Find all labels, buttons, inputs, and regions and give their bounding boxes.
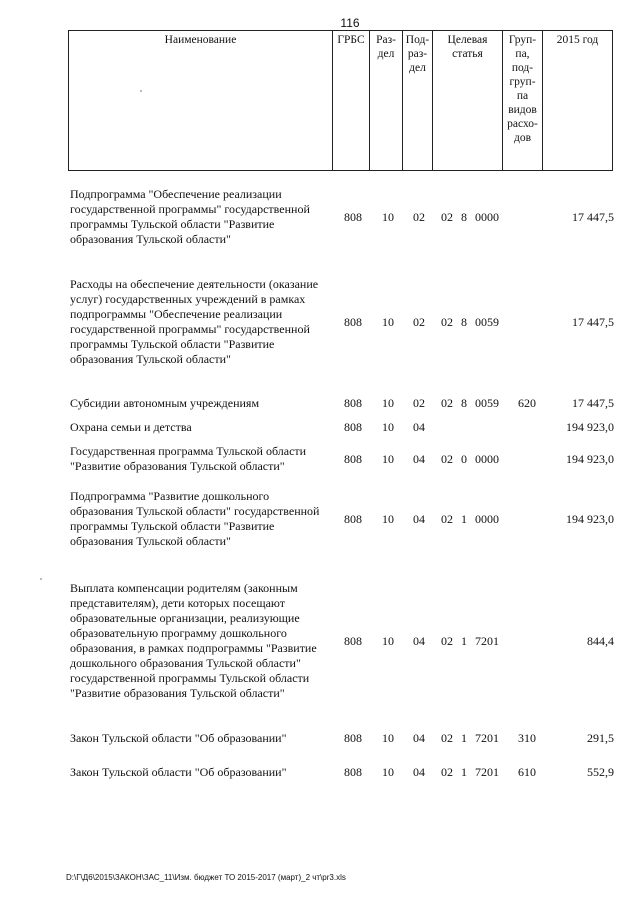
page-number: 116 xyxy=(340,16,360,30)
row-celevaya xyxy=(434,512,506,527)
row-group: 610 xyxy=(518,764,536,779)
header-gruppa: Груп- па, под- груп- па видов расхо- дов xyxy=(503,31,543,171)
row-grbs: 808 xyxy=(344,451,362,466)
row-amount: 194 923,0 xyxy=(566,419,614,434)
row-cs-part: 02 xyxy=(441,451,453,466)
row-cs-part: 02 xyxy=(441,395,453,410)
row-amount: 194 923,0 xyxy=(566,451,614,466)
row-name: Закон Тульской области "Об образовании" xyxy=(70,764,287,779)
table-row xyxy=(68,416,616,438)
row-grbs: 808 xyxy=(344,314,362,329)
row-cs-part: 1 xyxy=(461,730,467,745)
row-podrazdel: 04 xyxy=(413,633,425,648)
row-cs-part: 1 xyxy=(461,633,467,648)
table-row xyxy=(68,186,616,248)
row-cs-part: 8 xyxy=(461,209,467,224)
row-name: Расходы на обеспечение деятельности (оказание услуг) государственных учреждений в рамках подпрограммы "Обеспечение реализации государственной программы" государственной программы Тульской области "Развитие образования Тульской области" xyxy=(70,277,319,366)
row-amount: 552,9 xyxy=(587,764,614,779)
row-celevaya xyxy=(434,210,506,225)
row-grbs: 808 xyxy=(344,633,362,648)
row-amount: 194 923,0 xyxy=(566,511,614,526)
row-podrazdel: 02 xyxy=(413,209,425,224)
row-name: Охрана семьи и детства xyxy=(70,419,192,434)
row-name: Подпрограмма "Обеспечение реализации государственной программы" государственной программы Тульской области "Развитие образования Тульской области" xyxy=(70,187,310,246)
row-grbs: 808 xyxy=(344,209,362,224)
row-cs-part: 7201 xyxy=(475,764,499,779)
row-group: 310 xyxy=(518,730,536,745)
row-razdel: 10 xyxy=(382,511,394,526)
row-cs-part: 1 xyxy=(461,511,467,526)
row-grbs: 808 xyxy=(344,764,362,779)
row-celevaya xyxy=(434,731,506,746)
row-cs-part: 02 xyxy=(441,730,453,745)
row-amount: 17 447,5 xyxy=(572,314,614,329)
row-cs-part: 02 xyxy=(441,764,453,779)
table-row xyxy=(68,728,616,748)
row-razdel: 10 xyxy=(382,314,394,329)
header-grbs: ГРБС xyxy=(333,31,370,171)
row-celevaya xyxy=(434,452,506,467)
row-cs-part: 0 xyxy=(461,451,467,466)
table-header xyxy=(68,30,613,171)
row-name: Выплата компенсации родителям (законным представителям), дети которых посещают образовательные организации, реализующие образовательную программу дошкольного образования, в рамках подпрограммы "Развитие дошкольного образования Тульской области" государственной программы Тульской области "Развитие образования Тульской области" xyxy=(70,581,317,700)
row-cs-part: 02 xyxy=(441,314,453,329)
row-name: Государственная программа Тульской области "Развитие образования Тульской области" xyxy=(70,444,307,473)
row-amount: 844,4 xyxy=(587,633,614,648)
row-celevaya xyxy=(434,765,506,780)
row-cs-part: 0059 xyxy=(475,395,499,410)
header-name: Наименование xyxy=(69,31,333,171)
row-group: 620 xyxy=(518,395,536,410)
row-podrazdel: 04 xyxy=(413,451,425,466)
header-razdel: Раз- дел xyxy=(370,31,403,171)
row-name: Подпрограмма "Развитие дошкольного образования Тульской области" государственной программы Тульской области "Развитие образования Тульской области" xyxy=(70,489,320,548)
row-cs-part: 7201 xyxy=(475,633,499,648)
row-cs-part: 0000 xyxy=(475,451,499,466)
scan-speck xyxy=(40,578,42,580)
table-row xyxy=(68,762,616,782)
row-cs-part: 0000 xyxy=(475,511,499,526)
row-razdel: 10 xyxy=(382,633,394,648)
row-name: Закон Тульской области "Об образовании" xyxy=(70,730,287,745)
row-grbs: 808 xyxy=(344,730,362,745)
file-path-footer: D:\Г\Д6\2015\ЗАКОН\ЗАС_11\Изм. бюджет ТО 2015-2017 (март)_2 чт\pr3.xls xyxy=(66,873,346,882)
row-podrazdel: 04 xyxy=(413,730,425,745)
header-celevaya: Целевая статья xyxy=(433,31,503,171)
row-cs-part: 02 xyxy=(441,209,453,224)
row-cs-part: 8 xyxy=(461,395,467,410)
table-body xyxy=(68,186,616,782)
table-row xyxy=(68,442,616,476)
scan-speck xyxy=(140,90,142,92)
row-razdel: 10 xyxy=(382,451,394,466)
row-amount: 17 447,5 xyxy=(572,395,614,410)
row-razdel: 10 xyxy=(382,730,394,745)
row-cs-part: 0059 xyxy=(475,314,499,329)
row-cs-part: 02 xyxy=(441,633,453,648)
row-amount: 291,5 xyxy=(587,730,614,745)
row-cs-part: 7201 xyxy=(475,730,499,745)
row-razdel: 10 xyxy=(382,419,394,434)
row-razdel: 10 xyxy=(382,764,394,779)
table-row xyxy=(68,488,616,550)
row-celevaya xyxy=(434,634,506,649)
row-cs-part: 0000 xyxy=(475,209,499,224)
row-razdel: 10 xyxy=(382,395,394,410)
row-podrazdel: 04 xyxy=(413,419,425,434)
row-grbs: 808 xyxy=(344,511,362,526)
row-grbs: 808 xyxy=(344,395,362,410)
row-celevaya xyxy=(434,396,506,411)
row-cs-part: 02 xyxy=(441,511,453,526)
row-grbs: 808 xyxy=(344,419,362,434)
row-podrazdel: 02 xyxy=(413,314,425,329)
row-razdel: 10 xyxy=(382,209,394,224)
header-podrazdel: Под- раз- дел xyxy=(403,31,433,171)
row-name: Субсидии автономным учреждениям xyxy=(70,395,260,410)
row-amount: 17 447,5 xyxy=(572,209,614,224)
row-cs-part: 8 xyxy=(461,314,467,329)
row-podrazdel: 04 xyxy=(413,511,425,526)
header-year: 2015 год xyxy=(543,31,613,171)
row-cs-part: 1 xyxy=(461,764,467,779)
row-celevaya xyxy=(434,315,506,330)
table-row xyxy=(68,392,616,414)
row-podrazdel: 04 xyxy=(413,764,425,779)
table-row xyxy=(68,566,616,716)
table-row xyxy=(68,276,616,368)
row-podrazdel: 02 xyxy=(413,395,425,410)
